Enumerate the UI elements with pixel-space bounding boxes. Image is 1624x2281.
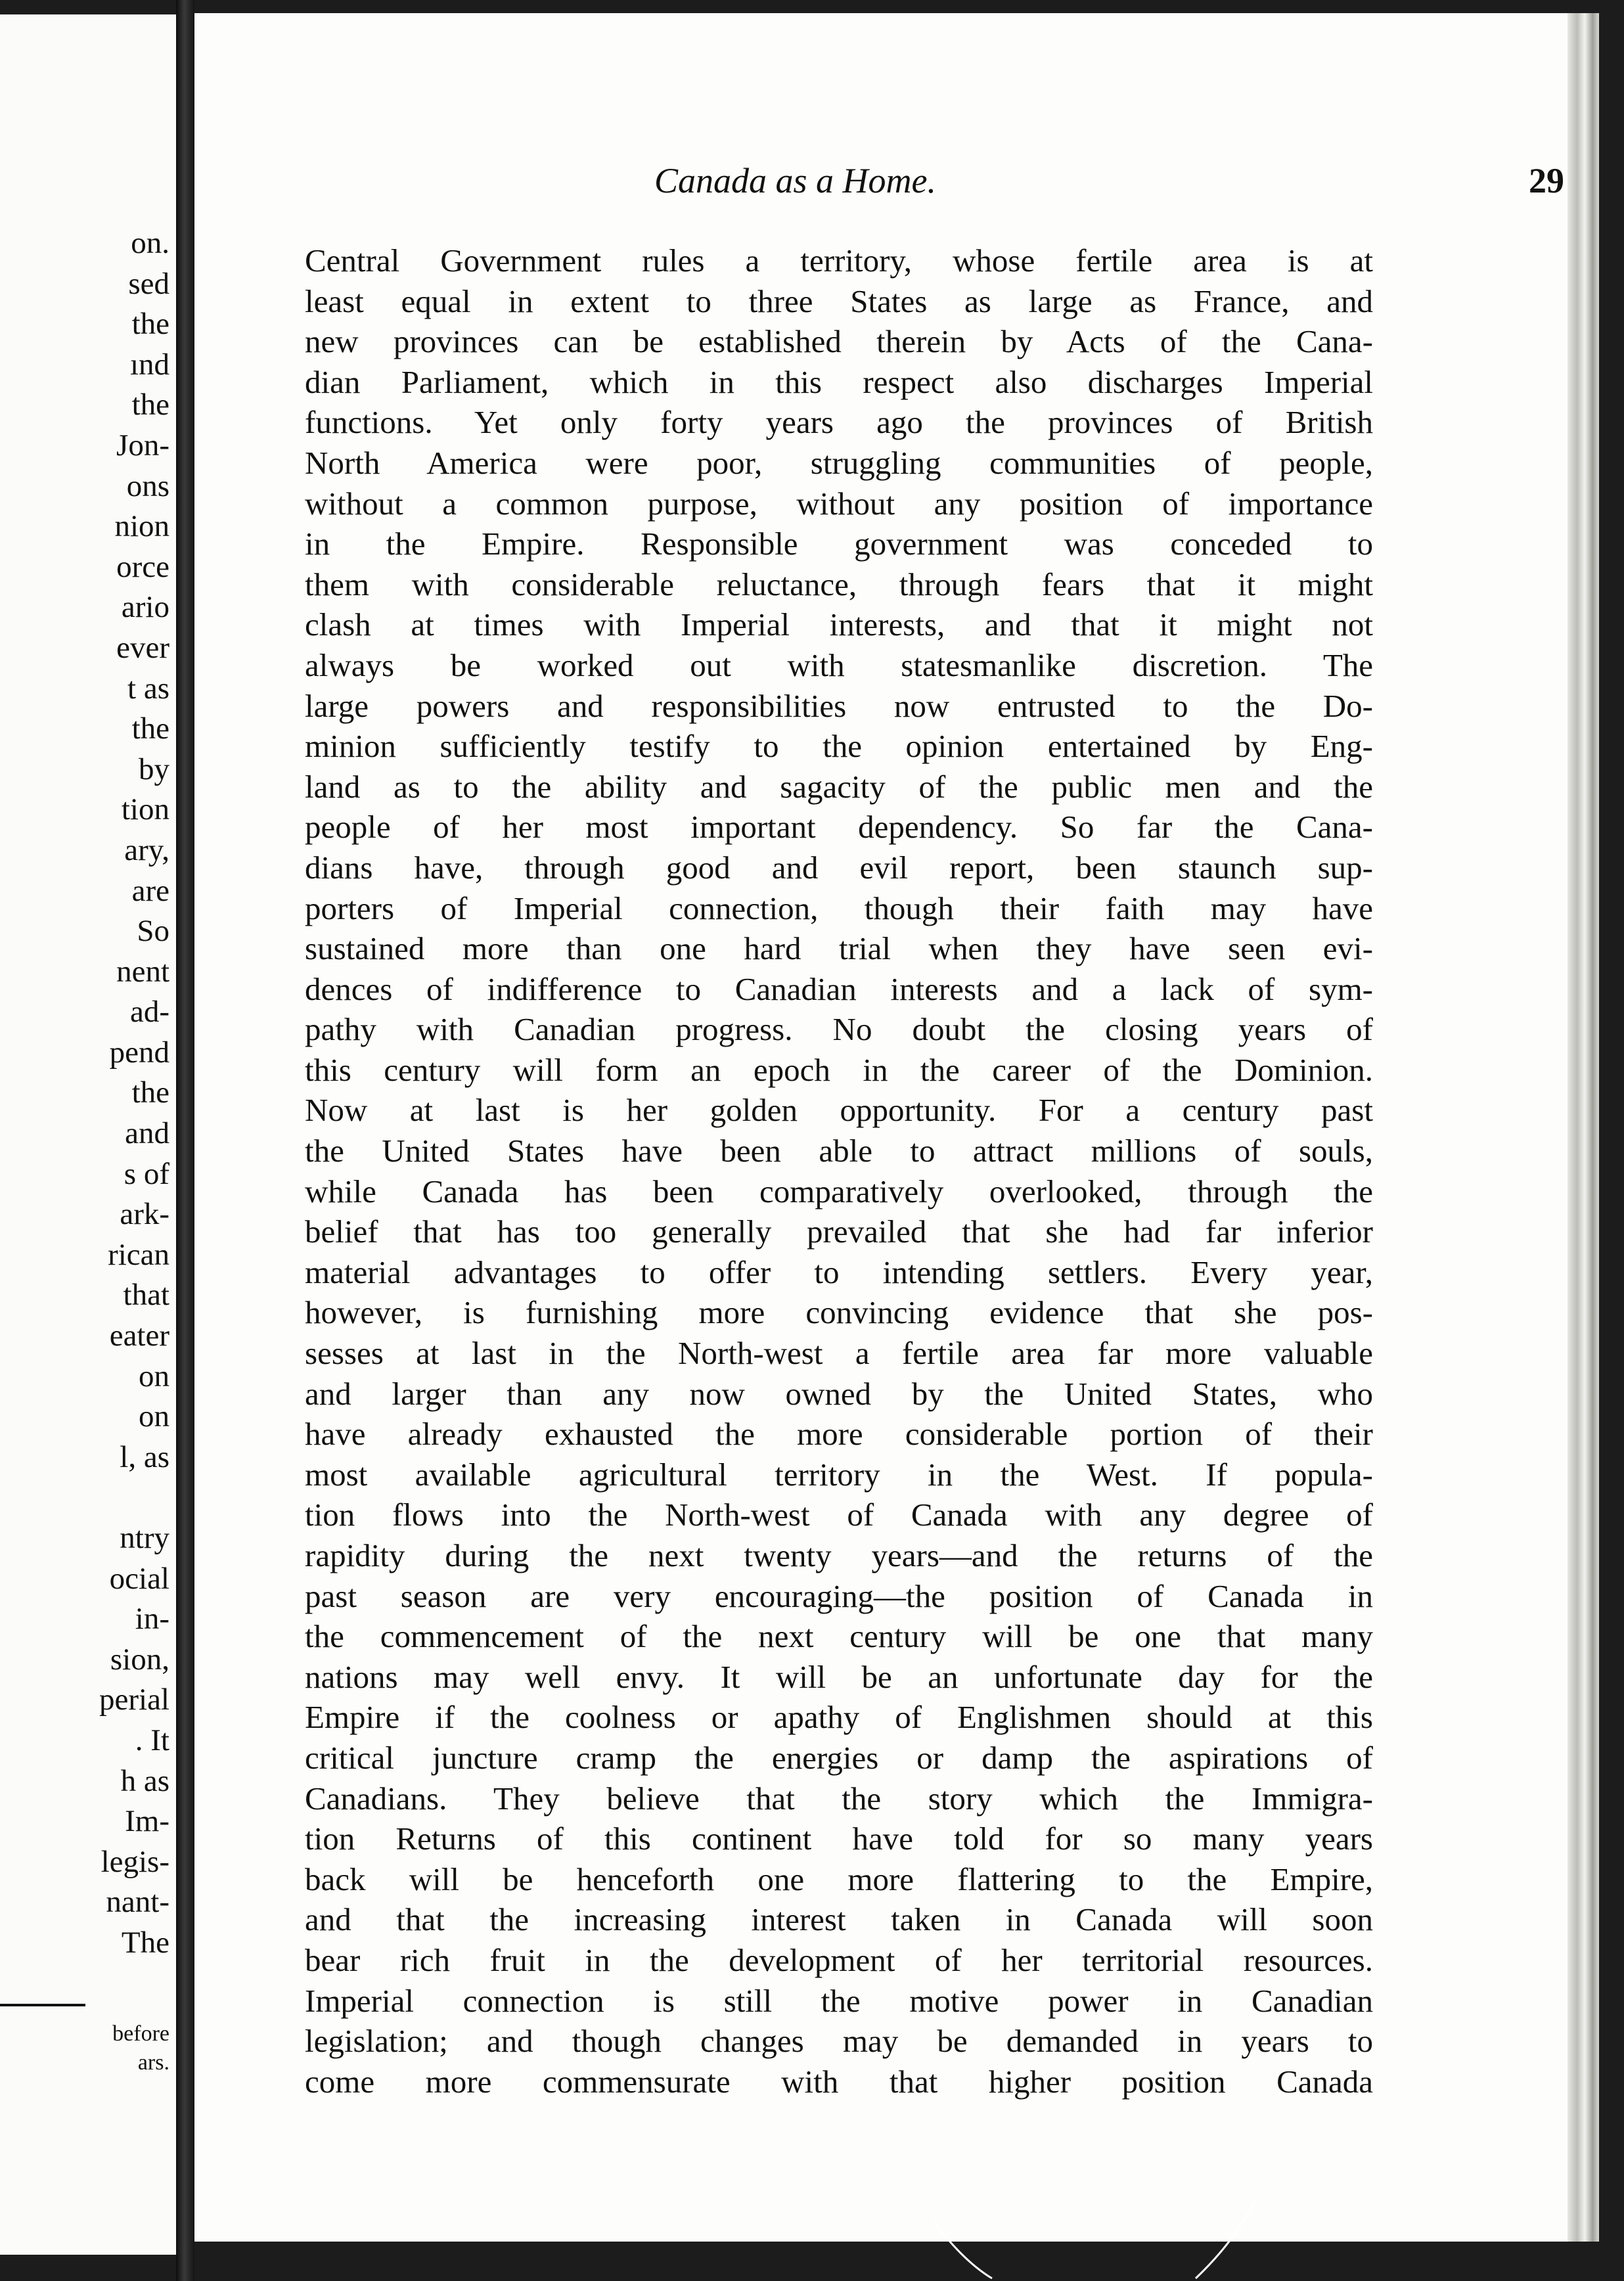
text-line: critical juncture cramp the energies or damp the aspirations of (305, 1739, 1373, 1776)
previous-page-fragment: The (121, 1925, 169, 1960)
text-line: North America were poor, struggling communities of people, (305, 444, 1373, 481)
previous-page-fragment: rican (108, 1237, 169, 1272)
text-line: porters of Imperial connection, though their faith may have (305, 890, 1373, 926)
previous-page-fragment: that (123, 1278, 169, 1313)
previous-page-fragment: ark- (120, 1197, 169, 1232)
text-line: come more commensurate with that higher position Canada (305, 2063, 1373, 2100)
pen-mark (913, 2188, 1307, 2281)
previous-page-fragment: perial (99, 1683, 169, 1717)
page-number: 29 (1529, 161, 1564, 200)
previous-page-fragment: sed (128, 266, 169, 301)
previous-page-fragment: Jon- (116, 428, 169, 463)
text-line: in the Empire. Responsible government was conceded to (305, 526, 1373, 562)
previous-page-fragment: eater (109, 1319, 169, 1353)
previous-page-fragment: ary, (124, 832, 169, 867)
previous-page-fragment: ocial (109, 1561, 169, 1596)
book-gutter (176, 0, 194, 2281)
footnote-rule (0, 2004, 85, 2006)
text-line: past season are very encouraging—the position of Canada in (305, 1577, 1373, 1614)
text-line: dences of indifference to Canadian interests and a lack of sym- (305, 970, 1373, 1007)
body-text (305, 240, 1373, 2102)
text-line: pathy with Canadian progress. No doubt the closing years of (305, 1011, 1373, 1048)
previous-page-fragment: nion (114, 509, 169, 544)
previous-page-fragment: tion (121, 792, 169, 827)
previous-page-fragment: . It (135, 1723, 169, 1757)
text-line: people of her most important dependency. So far the Cana- (305, 809, 1373, 846)
text-line: sustained more than one hard trial when they have seen evi- (305, 930, 1373, 967)
text-line: this century will form an epoch in the career of the Dominion. (305, 1051, 1373, 1088)
previous-page-fragment: the (131, 388, 169, 422)
previous-page-fragment: ons (126, 468, 169, 503)
text-line: however, is furnishing more convincing evidence that she pos- (305, 1294, 1373, 1331)
text-line: without a common purpose, without any position of importance (305, 485, 1373, 522)
previous-page-fragment: Im- (125, 1804, 169, 1839)
text-line: land as to the ability and sagacity of the public men and the (305, 768, 1373, 805)
text-line: tion Returns of this continent have told for so many years (305, 1820, 1373, 1857)
previous-page-fragment: t as (127, 671, 169, 706)
previous-page-fragment: pend (109, 1035, 169, 1070)
previous-page-fragment: nent (116, 954, 169, 989)
previous-page-fragment: orce (116, 549, 169, 584)
text-line: back will be henceforth one more flattering to the Empire, (305, 1861, 1373, 1897)
previous-page-fragment: on (139, 1399, 169, 1434)
previous-page-fragment: in- (135, 1602, 169, 1637)
text-line: dian Parliament, which in this respect also discharges Imperial (305, 363, 1373, 400)
previous-page-fragment: on (139, 1359, 169, 1393)
text-line: legislation; and though changes may be demanded in years to (305, 2023, 1373, 2060)
text-line: rapidity during the next twenty years—and the returns of the (305, 1537, 1373, 1573)
text-line: and that the increasing interest taken in Canada will soon (305, 1901, 1373, 1938)
text-line: large powers and responsibilities now entrusted to the Do- (305, 687, 1373, 724)
text-line: Central Government rules a territory, whose fertile area is at (305, 242, 1373, 279)
running-head: Canada as a Home. (654, 161, 936, 200)
text-line: Now at last is her golden opportunity. For a century past (305, 1092, 1373, 1129)
text-line: least equal in extent to three States as large as France, and (305, 282, 1373, 319)
previous-page-fragment: ad- (129, 995, 169, 1029)
text-line: them with considerable reluctance, through fears that it might (305, 566, 1373, 602)
text-line: belief that has too generally prevailed that she had far inferior (305, 1213, 1373, 1250)
previous-page-fragment: nant- (106, 1885, 169, 1920)
previous-page-fragment: are (131, 873, 169, 908)
previous-page-footnote-fragment: ars. (137, 2050, 169, 2075)
previous-page-fragment: ario (121, 590, 169, 625)
page-edge (1568, 13, 1599, 2242)
previous-page-fragment: l, as (120, 1439, 169, 1474)
text-line: the commencement of the next century will be one that many (305, 1618, 1373, 1655)
previous-page-fragment (99, 1478, 169, 1518)
text-line: sesses at last in the North-west a fertile area far more valuable (305, 1335, 1373, 1372)
previous-page-fragment: legis- (101, 1844, 169, 1879)
previous-page-fragment: the (131, 307, 169, 342)
previous-page-fragment: ever (116, 630, 169, 665)
text-line: have already exhausted the more considerable portion of their (305, 1416, 1373, 1453)
text-line: Empire if the coolness or apathy of Englishmen should at this (305, 1699, 1373, 1736)
text-line: minion sufficiently testify to the opinion entertained by Eng- (305, 728, 1373, 765)
text-line: Imperial connection is still the motive power in Canadian (305, 1982, 1373, 2019)
text-line: the United States have been able to attract millions of souls, (305, 1133, 1373, 1169)
text-line: always be worked out with statesmanlike discretion. The (305, 646, 1373, 683)
text-line: bear rich fruit in the development of her territorial resources. (305, 1941, 1373, 1978)
previous-page-text (99, 223, 169, 1964)
previous-page-fragment: ntry (120, 1521, 169, 1555)
text-line: most available agricultural territory in the West. If popula- (305, 1456, 1373, 1493)
previous-page-fragment: s of (124, 1156, 169, 1191)
previous-page-fragment: the (131, 1075, 169, 1110)
previous-page-fragment: sion, (110, 1642, 169, 1677)
text-line: nations may well envy. It will be an unfortunate day for the (305, 1658, 1373, 1695)
text-line: Canadians. They believe that the story which the Immigra- (305, 1780, 1373, 1817)
previous-page-fragment: ınd (129, 347, 169, 382)
previous-page-fragment: the (131, 711, 169, 746)
previous-page-fragment: by (139, 752, 169, 786)
text-line: tion flows into the North-west of Canada with any degree of (305, 1497, 1373, 1533)
previous-page-fragment: on. (131, 226, 169, 260)
text-line: functions. Yet only forty years ago the provinces of British (305, 404, 1373, 441)
text-line: and larger than any now owned by the United States, who (305, 1375, 1373, 1412)
text-line: clash at times with Imperial interests, and that it might not (305, 606, 1373, 643)
text-line: while Canada has been comparatively overlooked, through the (305, 1173, 1373, 1209)
previous-page-footnote (112, 2020, 169, 2077)
previous-page-fragment: So (137, 914, 169, 949)
text-line: dians have, through good and evil report, been staunch sup- (305, 849, 1373, 886)
previous-page-footnote-fragment: before (112, 2021, 169, 2046)
text-line: new provinces can be established therein by Acts of the Cana- (305, 323, 1373, 360)
previous-page (0, 14, 179, 2255)
previous-page-fragment: and (125, 1116, 169, 1151)
book-page (194, 13, 1568, 2242)
text-line: material advantages to offer to intending settlers. Every year, (305, 1253, 1373, 1290)
previous-page-fragment: h as (120, 1763, 169, 1798)
